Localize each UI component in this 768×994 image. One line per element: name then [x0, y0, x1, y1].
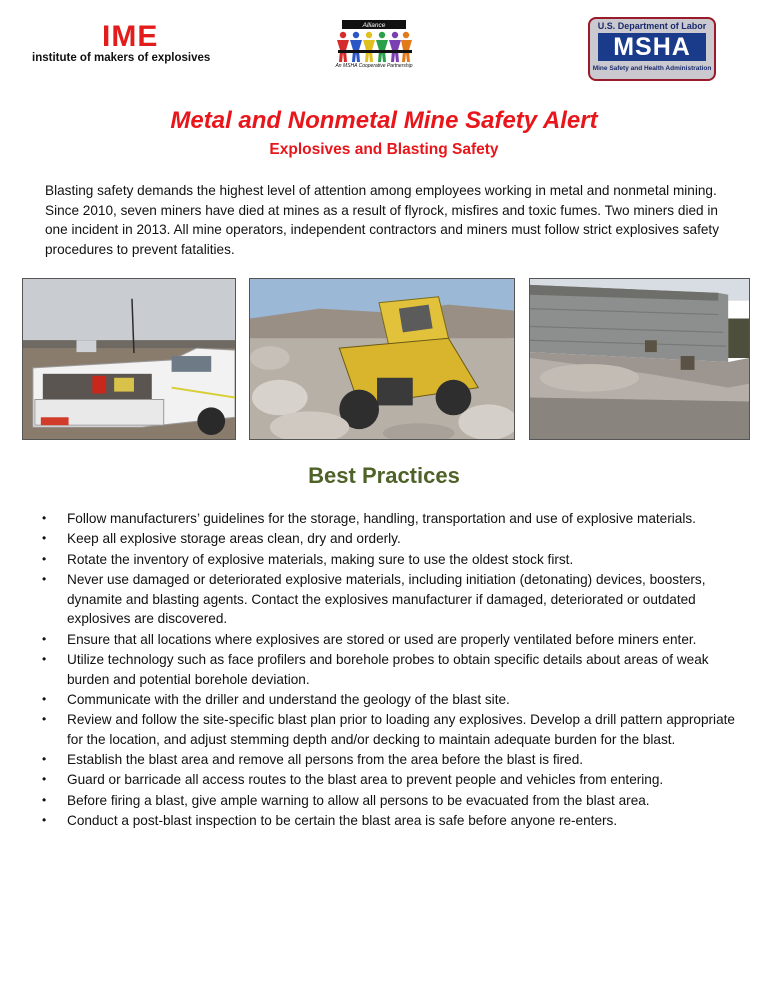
bullet-icon: •: [42, 571, 47, 586]
list-item: [38, 650, 738, 689]
bullet-icon: •: [42, 712, 47, 727]
ime-logo: [32, 22, 262, 64]
list-item-text: Rotate the inventory of explosive materials, making sure to use the oldest stock first.: [67, 551, 574, 567]
list-item-text: Follow manufacturers’ guidelines for the storage, handling, transportation and use of explosive materials.: [67, 511, 696, 526]
list-item-text: Ensure that all locations where explosives are stored or used are properly ventilated before miners enter.: [67, 631, 697, 647]
best-practices-heading: Best Practices: [308, 463, 460, 488]
list-item-text: Keep all explosive storage areas clean, dry and orderly.: [67, 531, 401, 547]
msha-logo-word: MSHA: [598, 33, 706, 61]
quarry-highwall-image: [530, 279, 749, 439]
alliance-banner: Alliance: [362, 22, 386, 30]
bullet-icon: •: [42, 772, 47, 787]
list-item: [38, 750, 738, 770]
list-item: [38, 509, 738, 529]
bullet-icon: •: [42, 651, 47, 666]
list-item: [38, 529, 738, 549]
bullet-icon: •: [42, 813, 47, 828]
page-subtitle: Explosives and Blasting Safety: [269, 141, 499, 158]
list-item: [38, 570, 738, 629]
best-practices-list: [38, 509, 738, 831]
pickup-truck-image: [23, 279, 235, 439]
list-item: [38, 811, 738, 831]
list-item: [38, 710, 738, 749]
list-item-text: Before firing a blast, give ample warning to allow all persons to be evacuated from the blast area.: [67, 792, 650, 808]
bullet-icon: •: [42, 631, 47, 646]
list-item: [38, 550, 738, 570]
msha-logo-department: U.S. Department of Labor: [597, 21, 707, 31]
photo-pickup-truck: [22, 278, 236, 440]
alliance-logo: [328, 20, 420, 72]
msha-logo: [588, 17, 716, 81]
bullet-icon: •: [42, 551, 47, 566]
list-item-text: Communicate with the driller and understand the geology of the blast site.: [67, 691, 510, 707]
list-item: [38, 630, 738, 650]
photo-quarry-highwall: [529, 278, 750, 440]
list-item: [38, 690, 738, 710]
list-item-text: Establish the blast area and remove all persons from the area before the blast is fired.: [67, 752, 584, 768]
list-item-text: Guard or barricade all access routes to the blast area to prevent people and vehicles from entering.: [67, 772, 664, 788]
list-item: [38, 770, 738, 790]
bullet-icon: •: [42, 531, 47, 546]
bullet-icon: •: [42, 691, 47, 706]
intro-paragraph: Blasting safety demands the highest level of attention among employees working in metal and nonmetal mining. Since 2010, seven miners have died at mines as a result of flyrock, misfires and toxic fumes. Two miners died in one incident in 2013. All mine operators, independent contractors and miners must follow strict explosives safety procedures to prevent fatalities.: [45, 183, 719, 257]
list-item-text: Never use damaged or deteriorated explosive materials, including initiation (detonating) devices, boosters, dynamite and blasting agents. Contact the explosives manufacturer if damaged, deteriorated or outdated explosives are discovered.: [67, 571, 706, 627]
msha-logo-agency: Mine Safety and Health Administration: [592, 65, 712, 72]
bullet-icon: •: [42, 511, 47, 525]
ime-logo-word: IME: [102, 20, 159, 53]
bullet-icon: •: [42, 752, 47, 767]
list-item: [38, 791, 738, 811]
ime-logo-subtitle: institute of makers of explosives: [32, 52, 211, 64]
damaged-loader-image: [250, 279, 514, 439]
list-item-text: Utilize technology such as face profilers and borehole probes to obtain specific details about areas of weak burden and potential borehole deviation.: [67, 651, 709, 687]
alliance-tagline: An MSHA Cooperative Partnership: [335, 63, 413, 69]
photo-damaged-loader: [249, 278, 515, 440]
list-item-text: Conduct a post-blast inspection to be certain the blast area is safe before anyone re-enters.: [67, 813, 618, 829]
alliance-figures-icon: [328, 20, 420, 64]
page-title: Metal and Nonmetal Mine Safety Alert: [170, 107, 598, 134]
bullet-icon: •: [42, 792, 47, 807]
list-item-text: Review and follow the site-specific blast plan prior to loading any explosives. Develop a drill pattern appropriate for the location, and adjust stemming depth and/or decking to maintain adequate burden for the blast.: [67, 712, 735, 747]
